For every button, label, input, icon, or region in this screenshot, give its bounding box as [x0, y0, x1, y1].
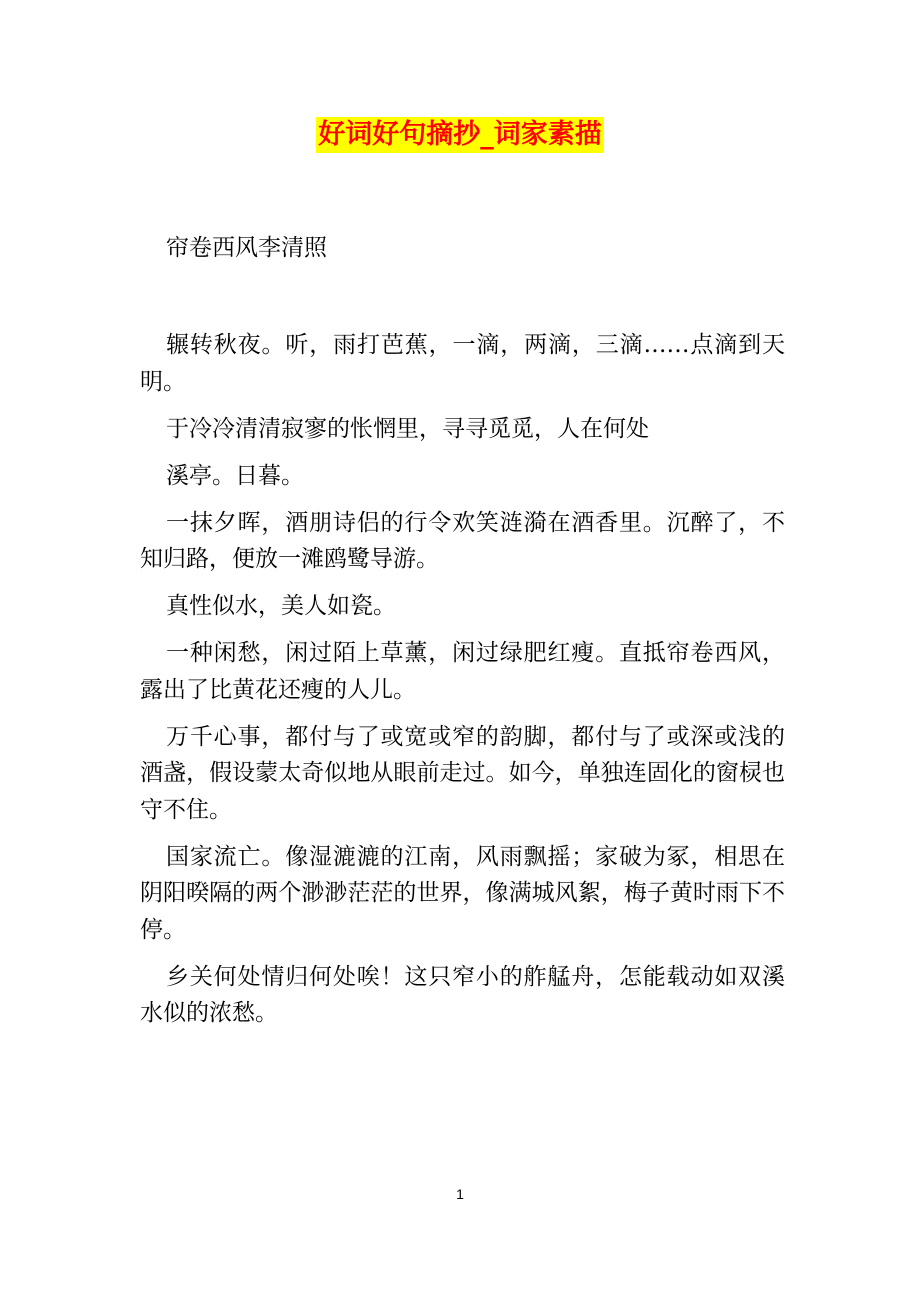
document-title: 好词好句摘抄_词家素描: [316, 117, 604, 153]
paragraph: 一抹夕晖，酒朋诗侣的行令欢笑涟漪在酒香里。沉醉了，不知归路，便放一滩鸥鹭导游。: [140, 509, 785, 572]
paragraph: 辗转秋夜。听，雨打芭蕉，一滴，两滴，三滴……点滴到天明。: [140, 332, 785, 395]
title-container: [0, 117, 920, 153]
paragraph: 于冷冷清清寂寥的怅惘里，寻寻觅觅，人在何处: [166, 415, 649, 442]
paragraph: 真性似水，美人如瓷。: [166, 593, 396, 619]
document-subtitle: 帘卷西风李清照: [166, 235, 327, 261]
paragraph: 一种闲愁，闲过陌上草薰，闲过绿肥红瘦。直抵帘卷西风，露出了比黄花还瘦的人儿。: [140, 640, 785, 703]
paragraph: 乡关何处情归何处唉！这只窄小的舴艋舟，怎能载动如双溪水似的浓愁。: [140, 963, 785, 1026]
paragraph: 国家流亡。像湿漉漉的江南，风雨飘摇；家破为冢，相思在阴阳暌隔的两个渺渺茫茫的世界，像满城风絮，梅子黄时雨下不停。: [140, 843, 785, 943]
page-number: 1: [456, 1186, 464, 1202]
paragraph: 万千心事，都付与了或宽或窄的韵脚，都付与了或深或浅的酒盏，假设蒙太奇似地从眼前走过。如今，单独连固化的窗棂也守不住。: [140, 723, 785, 823]
paragraph: 溪亭。日暮。: [166, 462, 304, 489]
body-text: [140, 327, 785, 1042]
